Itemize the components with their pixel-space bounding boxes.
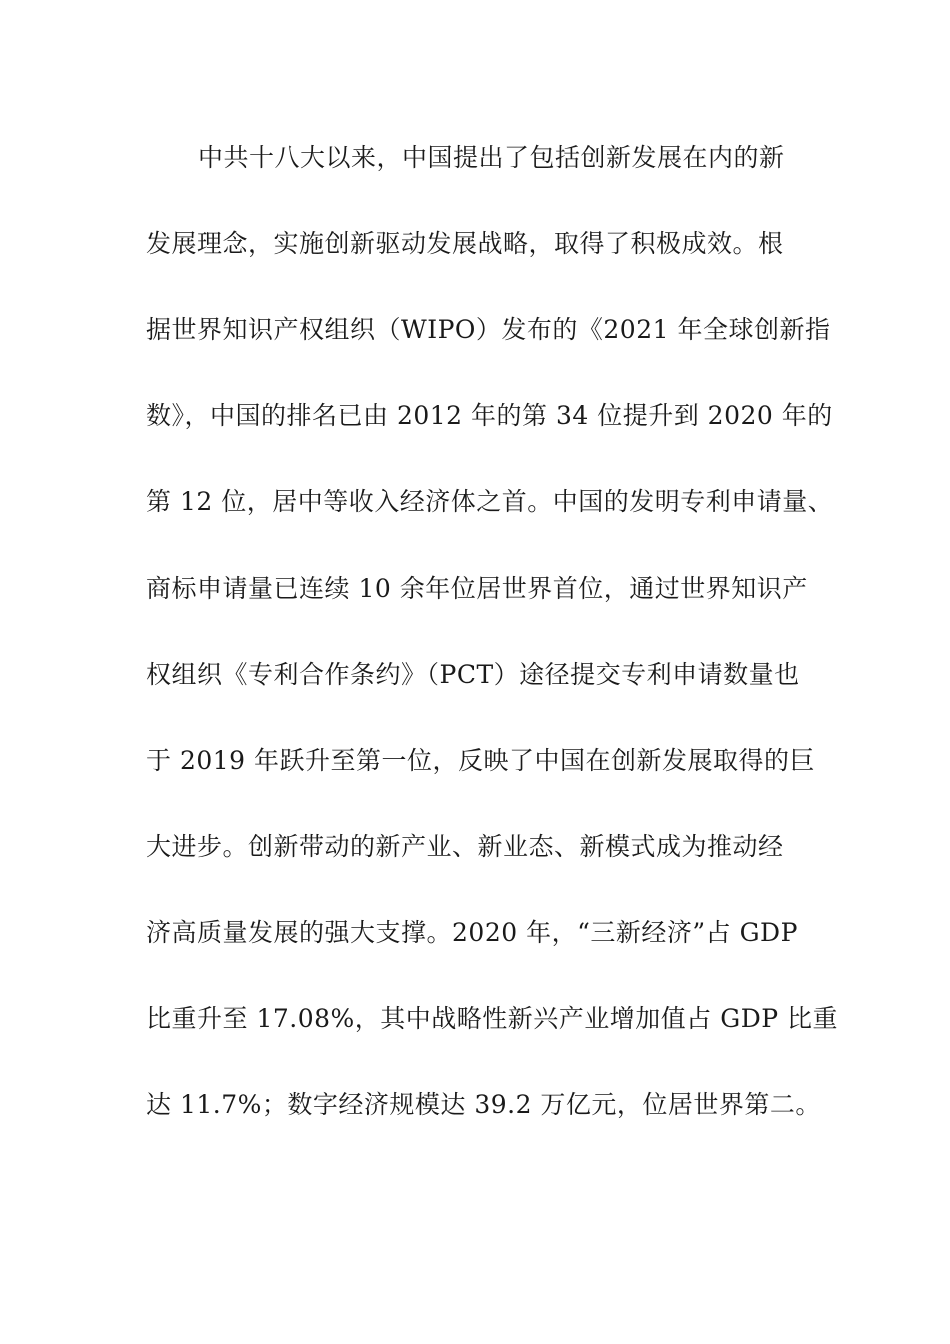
paragraph-line-1: 中共十八大以来，中国提出了包括创新发展在内的新 xyxy=(198,143,785,172)
paragraph-line-4: 数》，中国的排名已由 2012 年的第 34 位提升到 2020 年的 xyxy=(146,401,833,430)
paragraph-line-3: 据世界知识产权组织（WIPO）发布的《2021 年全球创新指 xyxy=(146,315,831,344)
paragraph-line-6: 商标申请量已连续 10 余年位居世界首位，通过世界知识产 xyxy=(146,574,808,603)
paragraph-line-10: 济高质量发展的强大支撑。2020 年，“三新经济”占 GDP xyxy=(146,918,798,947)
paragraph-line-8: 于 2019 年跃升至第一位，反映了中国在创新发展取得的巨 xyxy=(146,746,816,775)
paragraph-line-7: 权组织《专利合作条约》（PCT）途径提交专利申请数量也 xyxy=(146,660,800,689)
paragraph-line-9: 大进步。创新带动的新产业、新业态、新模式成为推动经 xyxy=(146,832,784,861)
paragraph-line-12: 达 11.7%；数字经济规模达 39.2 万亿元，位居世界第二。 xyxy=(146,1090,821,1119)
paragraph-line-11: 比重升至 17.08%，其中战略性新兴产业增加值占 GDP 比重 xyxy=(146,1004,839,1033)
paragraph-line-5: 第 12 位，居中等收入经济体之首。中国的发明专利申请量、 xyxy=(146,487,834,516)
paragraph-line-2: 发展理念，实施创新驱动发展战略，取得了积极成效。根 xyxy=(146,229,784,258)
